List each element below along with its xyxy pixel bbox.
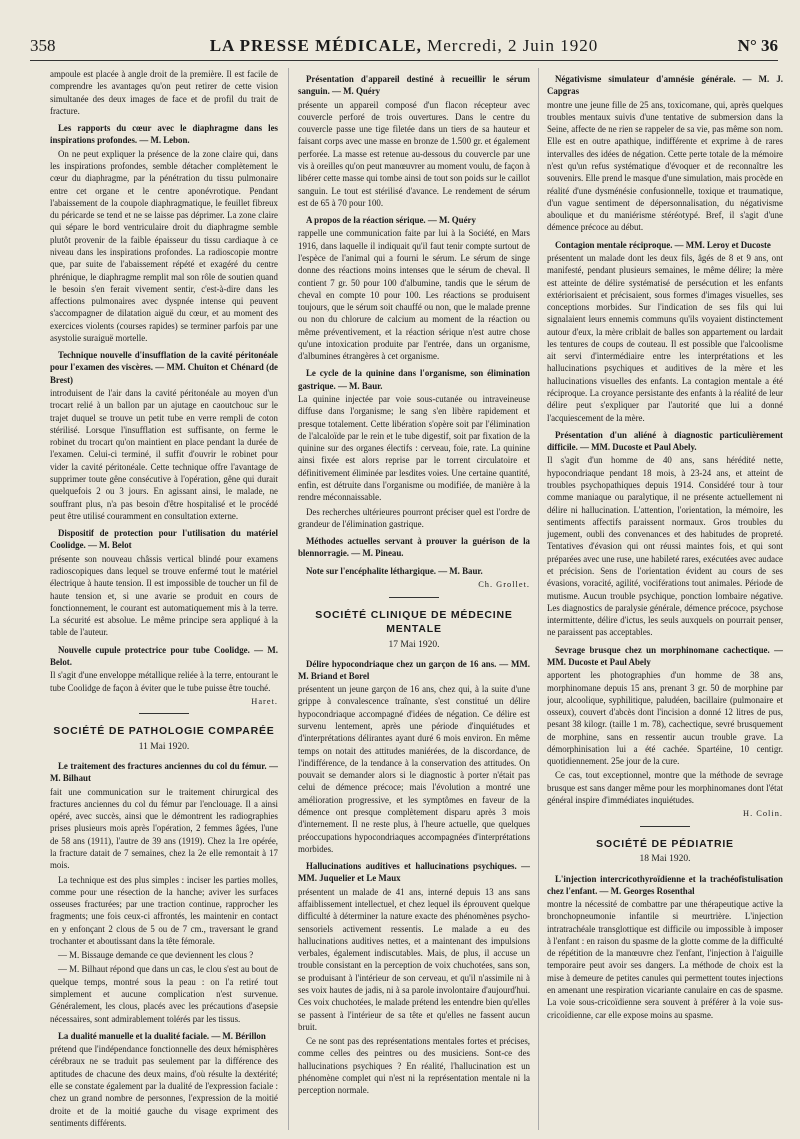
section-title: SOCIÉTÉ CLINIQUE DE MÉDECINE MENTALE — [315, 608, 513, 636]
paragraph: — M. Bissauge demande ce que deviennent les clous ? — [58, 950, 254, 961]
author-signature: H. Colin. — [743, 809, 783, 819]
paragraph: On ne peut expliquer la présence de la zone claire qui, dans les inspirations profondes, semble détacher complètement le cœur du diaphragme, par la pénétration du tissu pulmonaire entre cet organe et le centre aponévrotique. Pendant l'abaissement de la coupole diaphragmatique, le feuillet fibreux du péricarde se tend et ne se laisse pas déprimer. La zone claire qui sépare le bord ventriculaire droit du diaphragme semble plutôt provenir de la faible épaisseur du tissu cardiaque à ce niveau dans les inspirations profondes. La radioscopie montre que, par suite de l'abaissement répété et exagéré du centre phrénique, le diaphragme remplit mal son rôle de soutien quand le besoin s'en ferait vivement sentir, c'est-à-dire dans les affections pulmonaires avec dyspnée intense qui peuvent s'accompagner de dilatation aiguë du cœur, et au moment des exercices violents (courses rapides) se terminer parfois par une asystolie suraiguë mortelle. — [50, 148, 278, 343]
column-1 — [50, 68, 278, 1130]
article-heading: Présentation d'appareil destiné à recueillir le sérum sanguin. — M. Quéry — [298, 74, 530, 97]
paragraph: apportent les photographies d'un homme de 38 ans, morphinomane depuis 15 ans, prenant 3 gr. 50 de morphine par jour, alcoolique, syphilitique, paludéen, bacillaire (pulmonaire et osseux), couvert d'abcès dont l'incision a donné 12 litres de pus, pesant 38 kilogr. (taille 1 m. 78), cachectique, sevré brusquement de morphine, sans en ressentir aucun trouble grave. La démorphinisation lui a été cachée. Spartéine, 10 centigr. quotidiennement. 25e jour de la cure. — [547, 670, 783, 767]
author-signature: Ch. Grollet. — [478, 579, 530, 589]
paragraph: ampoule est placée à angle droit de la première. Il est facile de comprendre les avantages qu'on peut retirer de cette vision simultanée des deux images de face et de profil du trait de fracture. — [50, 69, 278, 116]
paragraph: La technique est des plus simples : inciser les parties molles, comme pour une résection de la hanche; aviver les surfaces osseuses fracturées; par une traction continue, rapprocher les fragments; une fois ceux-ci affrontés, les maintenir en contact en y enfonçant 2 clous de 5 ou de 7 cm., traversant le grand trochanter et aboutissant dans la tête fémorale. — [50, 874, 278, 946]
issue-date: Mercredi, 2 Juin 1920 — [427, 36, 599, 55]
section-title: SOCIÉTÉ DE PATHOLOGIE COMPARÉE — [53, 725, 275, 738]
article-heading: Le traitement des fractures anciennes du col du fémur. — M. Bilhaut — [50, 760, 278, 784]
column-3 — [547, 68, 783, 1130]
divider — [139, 713, 189, 714]
paragraph: introduisent de l'air dans la cavité péritonéale au moyen d'un trocart relié à un ballon par un ajutage en caoutchouc sur le trajet duquel se trouve un petit tube en verre rempli de coton stérilisé. Lorsque l'insufflation est suffisante, on ferme le robinet du trocart qu'on maintient en place pendant la durée de l'examen. Celui-ci terminé, il suffit d'ouvrir le robinet pour vider la cavité péritonéale. Cette technique offre l'avantage de supprimer toute gêne consécutive à l'opération, gêne qui durait quelquefois 2 ou 3 jours. En agissant ainsi, le malade, ne souffrant plus, n'a pas besoin d'être hospitalisé et le procédé peut être utilisé couramment en consultation externe. — [50, 388, 278, 521]
section-date: 11 Mai 1920. — [138, 741, 190, 752]
paragraph: Il s'agit d'une enveloppe métallique reliée à la terre, entourant le tube Coolidge de façon à éviter que le tube puisse être touché. — [50, 670, 278, 693]
article-heading: L'injection intercricothyroïdienne et la trachéofistulisation chez l'enfant. — M. Georges Rosenthal — [547, 873, 783, 896]
article-heading: Nouvelle cupule protectrice pour tube Coolidge. — M. Belot. — [50, 644, 278, 667]
issue-number: N° 36 — [737, 36, 778, 55]
paragraph: prétend que l'indépendance fonctionnelle des deux hémisphères cérébraux ne se traduit pas seulement par la différence des aptitudes de chacune des deux mains, d'où résulte la dextérité; elle se constate également par la dualité de l'expression faciale : chez un grand nombre de personnes, l'expression de la moitié droite et de la moitié gauche du visage expriment des sentiments différents. — [50, 1044, 278, 1128]
article-heading: Le cycle de la quinine dans l'organisme, son élimination gastrique. — M. Baur. — [298, 368, 530, 391]
article-heading: Dispositif de protection pour l'utilisation du matériel Coolidge. — M. Belot — [50, 528, 278, 551]
article-heading: La dualité manuelle et la dualité faciale. — M. Bérillon — [58, 1030, 266, 1041]
article-heading: Méthodes actuelles servant à prouver la guérison de la blennorragie. — M. Pineau. — [298, 536, 530, 559]
article-heading: Négativisme simulateur d'amnésie générale. — M. J. Capgras — [547, 74, 783, 97]
paragraph: — M. Bilhaut répond que dans un cas, le clou s'est au bout de quelque temps, montré sous la peau : on l'a retiré tout simplement et aucune complication n'est survenue. Généralement, les clous, placés avec les précautions d'asepsie nécessaires, sont admirablement tolérés par les tissus. — [50, 964, 278, 1024]
paragraph: Ce ne sont pas des représentations mentales fortes et précises, comme celles des peintres ou des musiciens. Sont-ce des hallucinations psychiques ? En réalité, l'hallucination est un phénomène complet qui n'est ni la représentation mentale ni la perception normale. — [298, 1036, 530, 1096]
article-heading: Contagion mentale réciproque. — MM. Leroy et Ducoste — [555, 239, 771, 250]
column-divider — [288, 68, 289, 1130]
journal-title-line — [30, 36, 778, 56]
article-heading: A propos de la réaction sérique. — M. Quéry — [306, 215, 476, 226]
paragraph: Il s'agit d'un homme de 40 ans, sans hérédité nette, hypocondriaque pendant 18 mois, à 23-24 ans, et atteint de troubles psychopathiques depuis 1914. Considéré tour à tour comme maniaque ou paralytique, il ne présente actuellement ni délire ni hallucination. L'attention, l'orientation, la mémoire, les sentiments affectifs paraissent normaux. Gros troubles du jugement, oubli des convenances et des habitudes de propreté. Tentatives d'évasion qui ont réussi maintes fois, et qui sont préparées avec une ruse, une habileté rares, exécutées avec audace et précision. Sens de l'orientation évident au cours de ses évasions, voracité, agilité, vociférations tout animales. Période de mutisme. Aucun trouble psychique, ponction lombaire négative. Les diagnostics de paralysie générale, démence précoce, psychose intermittente, délire d'ictus, les seuls auxquels on pourrait penser, ne paraissent pas acceptables. — [547, 455, 783, 638]
article-heading: Présentation d'un aliéné à diagnostic particulièrement difficile. — MM. Ducoste et Paul Abely. — [547, 429, 783, 453]
paragraph: rappelle une communication faite par lui à la Société, en Mars 1916, dans laquelle il indiquait qu'il faut tenir compte surtout de l'espèce de l'animal qui a fourni le sérum. Le sérum de singe donne des réactions moins intenses que le sérum de cheval. Il contient 7 gr. 50 pour 100 d'albumine, tandis que le sérum de cheval en compte 10 pour 100. Les réactions se produisent toujours, que le sérum soit chauffé ou non, que le malade prenne ou non du chlorure de calcium au moment de la réaction ou même préventivement, et la réaction sérique n'est autre chose qu'une intoxication produite par l'entrée, dans un organisme, d'albumines étrangères à cet organisme. — [298, 228, 530, 362]
paragraph: présentent un malade de 41 ans, interné depuis 13 ans sans affaiblissement intellectuel, et chez lequel ils éprouvent quelque difficulté à déterminer la nature exacte des phénomènes psycho-sensoriels activement ressentis. Le malade a eu des hallucinations auditives nettes, et a maintenant des impulsions verbales, également indiscutables. Mais, de plus, il accuse un trouble consistant en la perception de voix chuchotées, sans son, se produisant à l'intérieur de son cerveau, et qu'il n'assimile ni à ses voix hautes de jadis, ni à sa parole involontaire d'aujourd'hui. Ces voix chuchotées, le malade prétend les entendre bien qu'elles se passent à l'intérieur de sa tête et qu'elles ne fassent aucun bruit. — [298, 886, 530, 1032]
paragraph: Des recherches ultérieures pourront préciser quel est l'ordre de grandeur de l'élimination gastrique. — [298, 506, 530, 529]
paragraph: présente un appareil composé d'un flacon récepteur avec couvercle perforé de trois ouvertures. Dans le centre du couvercle passe une tige filetée dans un tiers de sa hauteur et faisant corps avec une masse en bronze de 1.500 gr. et également perforée. La masse est retenue au-dessous du couvercle par une vis à oreilles qu'on peut manœuvrer au moment voulu, de façon à libérer cette masse qui tombe ainsi de tout son poids sur le caillot sanguin. Le tout est stérilisé d'avance. Le rendement de sérum est de 65 à 70 pour 100. — [298, 99, 530, 208]
paragraph: fait une communication sur le traitement chirurgical des fractures anciennes du col du fémur par l'enclouage. Il a ainsi opéré, avec succès, ainsi que le démontrent les radiographies prises plusieurs mois après l'opération, 2 femmes âgées, l'une de 58 ans (1911), l'autre de 39 ans (1919). Chez la 1re opérée, la fracture datait de 7 semaines, chez la 2e elle remontait à 17 mois. — [50, 786, 278, 871]
section-date: 17 Mai 1920. — [388, 639, 440, 650]
page-header — [30, 34, 778, 61]
paragraph: montre la nécessité de combattre par une thérapeutique active la bronchopneumonie infantile si meurtrière. L'injection intratrachéale transglottique est difficile ou impossible à imposer à l'enfant : en raison du spasme de la glotte comme de la difficulté de répétition de la manœuvre chez l'enfant, l'injection à l'aiguille temporaire peut avoir ses dangers. La méthode de choix est la mise à demeure de petites canules qui permettent toutes injections en amenant une respiration vicariante canulaire en cas de spasme. La voie sous-cricoïdienne sera souvent à préférer à la voie sus-cricoïdienne, car elle expose moins au spasme. — [547, 899, 783, 1020]
paragraph: montre une jeune fille de 25 ans, toxicomane, qui, après quelques troubles mentaux suivis d'une tentative de submersion dans la Seine, affecte de ne rien se rappeler de sa vie, pas même son nom. Elle est en outre apathique, indifférente et exprime à de rares intervalles des idées de négation. Cette perte totale de la mémoire n'est qu'un refus systématique d'évoquer et de reconnaître les souvenirs. Elle prend le masque d'une simulation, mais procède en réalité d'une dysménésie confusionnelle, toxique et traumatique, d'un vague sentiment de dépersonnalisation, du négativisme aboulique et du maniérisme stéréotypé. Bref, il s'agit d'une démence précoce au début. — [547, 99, 783, 233]
article-heading: Délire hypocondriaque chez un garçon de 16 ans. — MM. M. Briand et Borel — [298, 658, 530, 681]
section-title: SOCIÉTÉ DE PÉDIATRIE — [596, 837, 734, 850]
column-2 — [298, 68, 530, 1130]
paragraph: La quinine injectée par voie sous-cutanée ou intraveineuse diffuse dans l'organisme; le sang s'en libère rapidement et presque totalement. Cette libération s'opère soit par l'élimination de l'alcaloïde par le rein et le tube digestif, soit par fixation de la quinine sur des organes électifs : cerveau, foie, rate. La quinine ainsi fixée est alors reprise par le torrent circulatoire et définitivement éliminée par lesdites voies. Une certaine quantité, enfin, est détruite dans l'organisme ou modifiée, de manière à la rendre méconnaissable. — [298, 394, 530, 503]
paragraph: Ce cas, tout exceptionnel, montre que la méthode de sevrage brusque est sans danger même pour les morphinomanes dont l'état général inspire d'immédiates inquiétudes. — [547, 770, 783, 806]
journal-title: LA PRESSE MÉDICALE, — [209, 36, 422, 55]
paragraph: présentent un jeune garçon de 16 ans, chez qui, à la suite d'une grippe à convalescence traînante, s'est constitué un délire hypocondriaque accompagné d'idées de négation. Ce délire est survenu lentement, après une période d'inquiétudes et d'interprétations délirantes ayant duré 6 mois environ. En même temps on notait des attitudes maniérées, de la discordance, de l'indifférence, de la tendance à la conservation des attitudes. On pouvait se demander alors si le diagnostic à porter n'était pas celui de démence précoce; mais l'évolution a montré une amélioration progressive, et les symptômes en faveur de la démence ont presque complètement disparu après 3 mois d'internement. Il ne reste plus, à l'heure actuelle, que quelques préoccupations hypocondriaques accompagnées d'interprétations morbides. — [298, 684, 530, 854]
divider — [640, 826, 690, 827]
author-signature: Haret. — [251, 696, 278, 706]
column-divider — [538, 68, 539, 1130]
article-heading: Les rapports du cœur avec le diaphragme dans les inspirations profondes. — M. Lebon. — [50, 123, 278, 146]
paragraph: présente son nouveau châssis vertical blindé pour examens radioscopiques dans lequel se trouve enfermé tout le matériel électrique à haute tension. Il est impossible de toucher un fil de haute tension et, si une avarie se produit en cours de fonctionnement, le courant est automatiquement mis à la terre. La sécurité est absolue. Le même principe sera appliqué à la table de l'auteur. — [50, 553, 278, 638]
article-heading: Hallucinations auditives et hallucinations psychiques. — MM. Juquelier et Le Maux — [298, 861, 530, 884]
paragraph: présentent un malade dont les deux fils, âgés de 8 et 9 ans, ont manifesté, pendant plusieurs semaines, le même délire; la mère est atteinte de délire systématisé de persécution et les enfants extériorisaient et précisaient, sous formes d'images visuelles, ses conceptions morbides. Sur l'indication de ses fils qui lui signalaient leurs ennemis communs qu'ils voyaient distinctement autour d'eux, la mère criblait de balles son appartement ou lardait les tentures de coups de couteau. Il est possible que l'alcoolisme ait servi d'intermédiaire entre les interprétations et les hallucinations psychiques et auditives de la mère et les hallucinations visuelles des enfants. La contagion mentale a été réciproque. La croyance persistante des enfants à la réalité de leur délire peut s'expliquer par l'autorité que lui a donné l'acquiescement de la mère. — [547, 252, 783, 423]
page-number: 358 — [30, 36, 56, 55]
divider — [389, 597, 439, 598]
article-heading: Technique nouvelle d'insufflation de la cavité péritonéale pour l'examen des viscères. — MM. Chuiton et Chénard (de Brest) — [50, 350, 278, 385]
article-heading: Note sur l'encéphalite léthargique. — M. Baur. — [306, 565, 483, 576]
section-date: 18 Mai 1920. — [639, 854, 691, 865]
article-heading: Sevrage brusque chez un morphinomane cachectique. — MM. Ducoste et Paul Abely — [547, 644, 783, 667]
